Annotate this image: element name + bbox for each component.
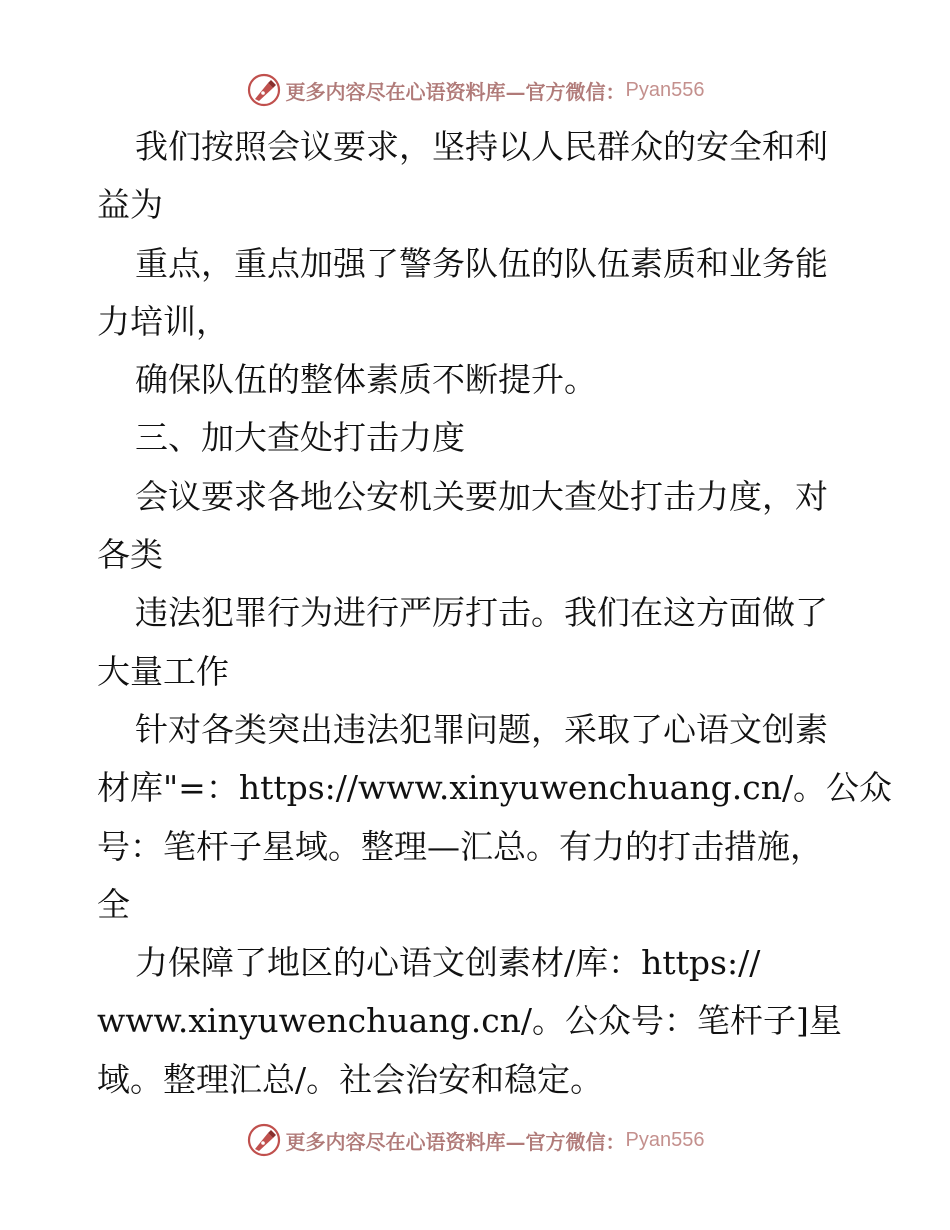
text-line: www.xinyuwenchuang.cn/。公众号：笔杆子]星 — [97, 1001, 842, 1041]
text-line: 域。整理汇总/。社会治安和稳定。 — [97, 1059, 604, 1099]
text-line: 确保队伍的整体素质不断提升。 — [135, 360, 597, 400]
text-line: 大量工作 — [97, 651, 229, 691]
text-line: 我们按照会议要求，坚持以人民群众的安全和利 — [135, 127, 828, 166]
text-line: 力保障了地区的心语文创素材/库：https:// — [135, 943, 761, 983]
document-body — [97, 118, 893, 1109]
text-line: 益为 — [97, 185, 163, 225]
text-line: 各类 — [97, 535, 163, 575]
text-line: 会议要求各地公安机关要加大查处打击力度，对 — [135, 476, 828, 516]
text-line: 力培训， — [97, 301, 229, 341]
text-line: 重点，重点加强了警务队伍的队伍素质和业务能 — [135, 243, 828, 283]
text-line: 全 — [97, 884, 130, 924]
pen-nib-logo-icon — [246, 72, 282, 108]
header-banner — [0, 68, 950, 112]
footer-banner — [0, 1118, 950, 1162]
text-line: 材库"=：https://www.xinyuwenchuang.cn/。公众 — [97, 768, 893, 808]
text-line: 违法犯罪行为进行严厉打击。我们在这方面做了 — [135, 593, 828, 633]
header-banner-text: 更多内容尽在心语资料库—官方微信： — [285, 79, 626, 104]
pen-nib-logo-icon — [246, 1122, 282, 1158]
header-banner-wechat-id: Pyan556 — [625, 78, 705, 101]
footer-banner-text: 更多内容尽在心语资料库—官方微信： — [285, 1129, 626, 1154]
footer-banner-wechat-id: Pyan556 — [625, 1128, 705, 1151]
text-line: 号：笔杆子星域。整理—汇总。有力的打击措施， — [97, 826, 823, 866]
section-heading: 三、加大查处打击力度 — [135, 418, 465, 458]
text-line: 针对各类突出违法犯罪问题，采取了心语文创素 — [135, 709, 828, 749]
